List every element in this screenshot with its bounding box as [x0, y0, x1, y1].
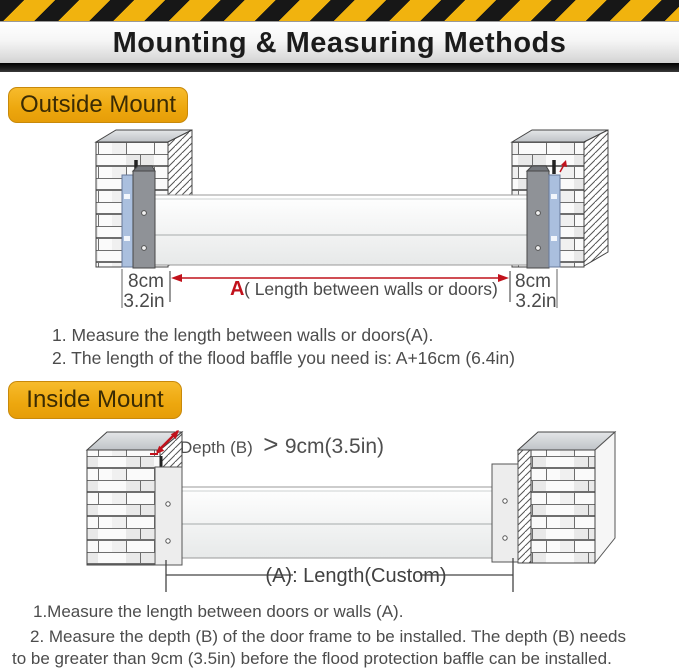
outside-mount-diagram — [0, 118, 679, 314]
caution-tape-band — [0, 0, 679, 21]
screw — [503, 536, 507, 540]
banner-underline — [0, 63, 679, 72]
length-dimension — [166, 558, 513, 592]
strip-mark — [124, 236, 130, 241]
mount-plate-right — [492, 464, 518, 562]
strip-mark — [551, 236, 557, 241]
pillar-side — [595, 432, 615, 563]
screw — [166, 502, 170, 506]
pillar-inner-edge — [518, 450, 531, 563]
offset-left-in: 3.2in — [123, 291, 165, 312]
screw — [536, 211, 541, 216]
screw — [536, 246, 541, 251]
pillar-side — [584, 130, 608, 266]
plate-body — [155, 467, 182, 565]
pillar-front — [531, 450, 595, 563]
inside-mount-diagram — [0, 420, 679, 598]
strip-mark — [124, 194, 130, 199]
panel-body — [182, 487, 492, 558]
dim-letter-a: A — [230, 278, 245, 300]
outside-step-2: 2. The length of the flood baffle you need is: A+16cm (6.4in) — [52, 348, 515, 368]
offset-left-cm: 8cm — [128, 271, 164, 292]
screw — [142, 246, 147, 251]
mount-plate-left — [155, 456, 182, 565]
bracket-body — [527, 171, 549, 268]
screw — [166, 539, 170, 543]
flood-baffle-panel — [150, 195, 534, 265]
screw — [142, 211, 147, 216]
depth-label: Depth (B) > 9cm(3.5in) — [180, 429, 385, 459]
outside-mount-badge: Outside Mount — [8, 87, 188, 123]
panel-body — [150, 195, 534, 265]
pillar-front — [87, 450, 160, 565]
screw — [503, 499, 507, 503]
arrowhead-left — [171, 274, 182, 282]
arrowhead-right — [498, 274, 509, 282]
length-caption: (A): Length(Custom) — [265, 565, 447, 587]
offset-right-cm: 8cm — [515, 271, 551, 292]
strip-mark — [551, 194, 557, 199]
inside-step-2-cont: to be greater than 9cm (3.5in) before the flood protection baffle can be installed. — [12, 649, 612, 668]
inside-step-1: 1.Measure the length between doors or walls (A). — [33, 602, 404, 621]
dim-caption: ( Length between walls or doors) — [244, 279, 498, 299]
title-banner — [0, 21, 679, 64]
offset-right-in: 3.2in — [515, 291, 557, 312]
flood-baffle-panel — [182, 487, 492, 558]
mount-bracket-left — [122, 160, 155, 268]
bracket-body — [133, 171, 155, 268]
outside-step-1: 1. Measure the length between walls or doors(A). — [52, 325, 434, 345]
brick-pillar-right — [518, 432, 615, 563]
seal-strip — [122, 175, 133, 267]
inside-step-2: 2. Measure the depth (B) of the door frame to be installed. The depth (B) needs — [30, 627, 626, 646]
seal-strip — [549, 175, 560, 267]
length-dimension — [122, 269, 557, 312]
page-title: Mounting & Measuring Methods — [112, 26, 567, 59]
inside-mount-badge: Inside Mount — [8, 381, 182, 419]
plate-body — [492, 464, 518, 562]
